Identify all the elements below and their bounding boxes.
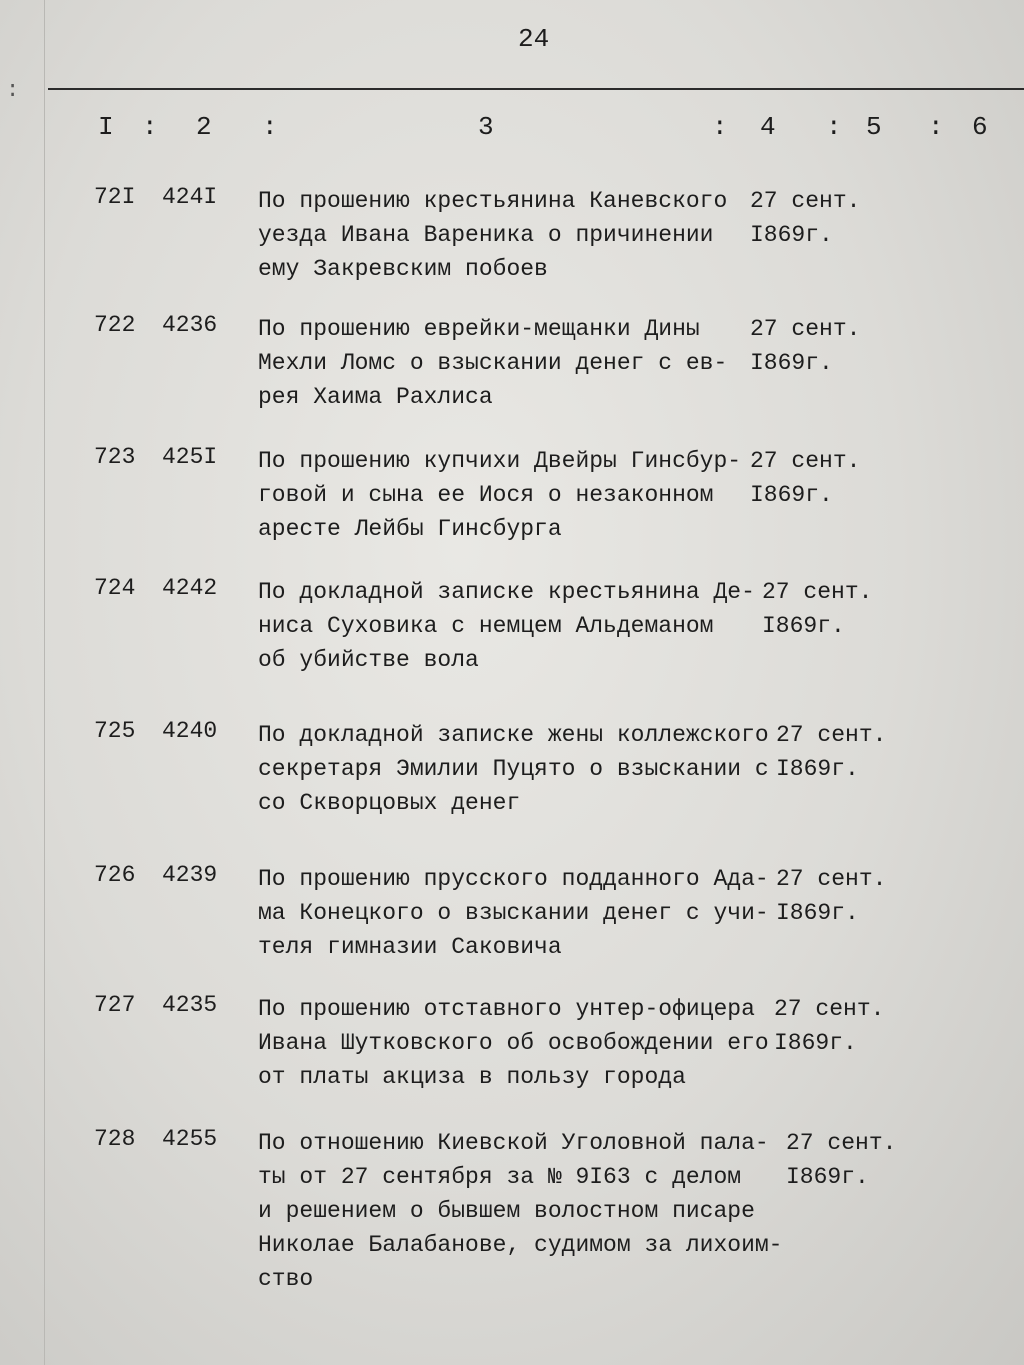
description-line: об убийстве вола (258, 647, 479, 673)
column-separator: : (928, 112, 944, 142)
column-separator: : (142, 112, 158, 142)
entry-description (258, 992, 778, 1094)
description-line: По прошению купчихи Двейры Гинсбур- (258, 448, 742, 474)
date-year: I869г. (776, 756, 859, 782)
column-2-label: 2 (196, 112, 212, 142)
entry-description (258, 312, 778, 414)
description-line: секретаря Эмилии Пуцято о взыскании с (258, 756, 769, 782)
column-separator: : (826, 112, 842, 142)
description-line: Николае Балабанове, судимом за лихоим- (258, 1232, 783, 1258)
column-4-label: 4 (760, 112, 776, 142)
description-line: ему Закревским побоев (258, 256, 548, 282)
description-line: ниса Суховика с немцем Альдеманом (258, 613, 714, 639)
date-year: I869г. (776, 900, 859, 926)
description-line: По прошению крестьянина Каневского (258, 188, 728, 214)
entry-date (762, 575, 872, 643)
page-number: 24 (518, 24, 550, 54)
entry-number: 726 (94, 862, 136, 888)
entry-description (258, 862, 778, 964)
description-line: говой и сына ее Иося о незаконном (258, 482, 714, 508)
description-line: аресте Лейбы Гинсбурга (258, 516, 562, 542)
date-year: I869г. (750, 482, 833, 508)
date-year: I869г. (786, 1164, 869, 1190)
description-line: По прошению прусского подданного Ада- (258, 866, 769, 892)
description-line: со Скворцовых денег (258, 790, 521, 816)
entry-number: 72I (94, 184, 136, 210)
entry-description (258, 718, 778, 820)
file-number: 425I (162, 444, 218, 470)
entry-description (258, 575, 778, 677)
file-number: 424I (162, 184, 218, 210)
entry-number: 722 (94, 312, 136, 338)
description-line: ма Конецкого о взыскании денег с учи- (258, 900, 769, 926)
column-6-label: 6 (972, 112, 988, 142)
description-line: Ивана Шутковского об освобождении его (258, 1030, 769, 1056)
date-day: 27 сент. (750, 316, 861, 342)
description-line: ты от 27 сентября за № 9I63 с делом (258, 1164, 742, 1190)
date-day: 27 сент. (786, 1130, 897, 1156)
header-rule (48, 88, 1024, 90)
description-line: рея Хаима Рахлиса (258, 384, 493, 410)
file-number: 4242 (162, 575, 218, 601)
entry-description (258, 1126, 783, 1296)
column-separator: : (262, 112, 278, 142)
file-number: 4240 (162, 718, 218, 744)
entry-date (786, 1126, 896, 1194)
date-day: 27 сент. (774, 996, 885, 1022)
entry-description (258, 184, 778, 286)
entry-date (776, 718, 886, 786)
file-number: 4239 (162, 862, 218, 888)
margin-mark: : (6, 78, 20, 103)
date-day: 27 сент. (776, 722, 887, 748)
entry-date (750, 312, 860, 380)
entry-number: 727 (94, 992, 136, 1018)
date-year: I869г. (750, 222, 833, 248)
date-day: 27 сент. (776, 866, 887, 892)
description-line: По докладной записке крестьянина Де- (258, 579, 755, 605)
entry-number: 728 (94, 1126, 136, 1152)
description-line: и решением о бывшем волостном писаре (258, 1198, 755, 1224)
description-line: уезда Ивана Вареника о причинении (258, 222, 714, 248)
column-5-label: 5 (866, 112, 882, 142)
entry-number: 723 (94, 444, 136, 470)
description-line: теля гимназии Саковича (258, 934, 562, 960)
description-line: от платы акциза в пользу города (258, 1064, 686, 1090)
file-number: 4235 (162, 992, 218, 1018)
entry-number: 725 (94, 718, 136, 744)
description-line: По докладной записке жены коллежского (258, 722, 769, 748)
column-3-label: 3 (478, 112, 494, 142)
column-separator: : (712, 112, 728, 142)
entry-date (750, 444, 860, 512)
description-line: По прошению еврейки-мещанки Дины (258, 316, 700, 342)
entry-date (776, 862, 886, 930)
description-line: Мехли Ломс о взыскании денег с ев- (258, 350, 728, 376)
description-line: По прошению отставного унтер-офицера (258, 996, 755, 1022)
date-day: 27 сент. (762, 579, 873, 605)
entry-number: 724 (94, 575, 136, 601)
date-day: 27 сент. (750, 188, 861, 214)
date-year: I869г. (774, 1030, 857, 1056)
date-year: I869г. (762, 613, 845, 639)
entry-description (258, 444, 778, 546)
entry-date (750, 184, 860, 252)
file-number: 4236 (162, 312, 218, 338)
date-day: 27 сент. (750, 448, 861, 474)
description-line: По отношению Киевской Уголовной пала- (258, 1130, 769, 1156)
page-edge (44, 0, 45, 1365)
column-1-label: I (98, 112, 114, 142)
entry-date (774, 992, 884, 1060)
description-line: ство (258, 1266, 314, 1292)
file-number: 4255 (162, 1126, 218, 1152)
date-year: I869г. (750, 350, 833, 376)
